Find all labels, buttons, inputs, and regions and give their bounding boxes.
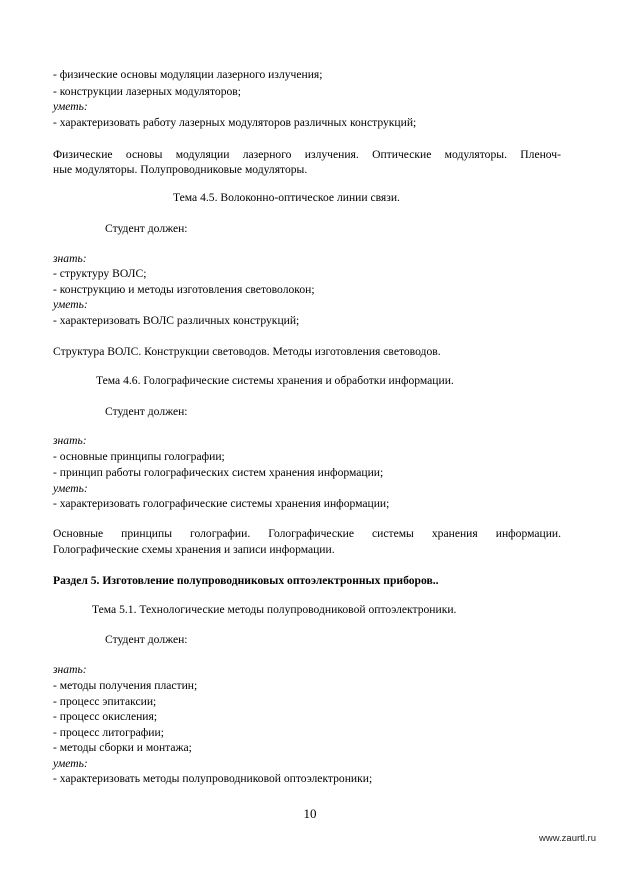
text-line: - характеризовать методы полупроводниковой оптоэлектроники; [53,772,373,785]
text-line: Основные принципы голографии. Голографические системы хранения информации. [53,527,561,540]
text-line: знать: [53,663,87,676]
text-line: Студент должен: [105,633,188,646]
text-line: Физические основы модуляции лазерного излучения. Оптические модуляторы. Пленоч- [53,148,561,161]
text-line: - принцип работы голографических систем хранения информации; [53,466,384,479]
text-line: уметь: [53,298,88,311]
site-watermark: www.zaurtl.ru [538,833,596,844]
text-line: Тема 4.5. Волоконно-оптическое линии связи. [173,191,400,204]
text-line: Студент должен: [105,222,188,235]
text-line: - физические основы модуляции лазерного излучения; [53,68,323,81]
text-line: Раздел 5. Изготовление полупроводниковых оптоэлектронных приборов.. [53,574,439,587]
text-line: ные модуляторы. Полупроводниковые модуляторы. [53,163,308,176]
text-line: - структуру ВОЛС; [53,267,147,280]
text-line: - методы получения пластин; [53,679,198,692]
text-line: уметь: [53,757,88,770]
text-line: Тема 4.6. Голографические системы хранения и обработки информации. [96,374,454,387]
text-line: - характеризовать работу лазерных модуляторов различных конструкций; [53,116,417,129]
text-line: знать: [53,252,87,265]
text-line: Студент должен: [105,405,188,418]
text-line: - конструкции лазерных модуляторов; [53,85,241,98]
text-line: - характеризовать ВОЛС различных конструкций; [53,314,300,327]
page-number: 10 [303,806,317,821]
text-line: - характеризовать голографические системы хранения информации; [53,497,390,510]
text-line: уметь: [53,482,88,495]
text-line: Тема 5.1. Технологические методы полупроводниковой оптоэлектроники. [92,603,457,616]
text-line: - процесс эпитаксии; [53,695,157,708]
text-line: Структура ВОЛС. Конструкции световодов. Методы изготовления световодов. [53,345,441,358]
text-line: - методы сборки и монтажа; [53,741,192,754]
text-line: - процесс окисления; [53,710,158,723]
text-line: - процесс литографии; [53,726,164,739]
text-line: Голографические схемы хранения и записи информации. [53,543,335,556]
text-line: знать: [53,434,87,447]
text-line: - основные принципы голографии; [53,450,225,463]
text-line: - конструкцию и методы изготовления световолокон; [53,283,315,296]
text-line: уметь: [53,100,88,113]
